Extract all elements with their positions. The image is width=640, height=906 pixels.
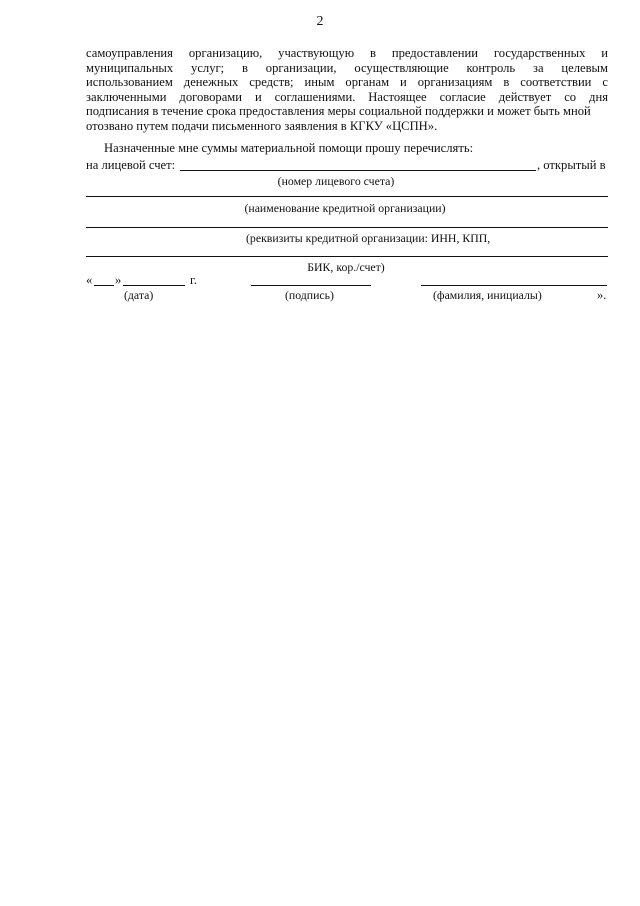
account-caption: (номер лицевого счета) [277, 174, 395, 188]
bank-name-caption: (наименование кредитной организации) [244, 201, 446, 215]
date-day-field[interactable] [94, 285, 114, 286]
consent-paragraph [86, 46, 608, 134]
consent-line: заключенными договорами и соглашениями. Настоящее согласие действует со дня [86, 89, 608, 104]
consent-line: муниципальных услуг; в организации, осуществляющие контроль за целевым [86, 60, 608, 75]
page-number: 2 [316, 14, 324, 29]
bank-details-field[interactable] [86, 227, 608, 228]
bank-name-field[interactable] [86, 196, 608, 197]
date-open-quote: « [86, 273, 93, 287]
date-close-quote: » [115, 273, 122, 287]
consent-line: использованием денежных средств; иным органам и организациям в соответствии с [86, 75, 608, 90]
signature-field[interactable] [251, 285, 371, 286]
signature-caption: (подпись) [285, 288, 334, 302]
account-label: на лицевой счет: [86, 158, 176, 172]
date-month-field[interactable] [123, 285, 185, 286]
closing-mark: ». [597, 288, 607, 302]
transfer-request-text: Назначенные мне суммы материальной помощи прошу перечислять: [104, 141, 474, 155]
year-suffix: г. [190, 273, 197, 287]
name-field[interactable] [421, 285, 607, 286]
consent-line: самоуправления организацию, участвующую в предоставлении государственных и [86, 46, 608, 60]
bank-details-field-2[interactable] [86, 256, 608, 257]
consent-line: отозвано путем подачи письменного заявления в КГКУ «ЦСПН». [86, 118, 438, 133]
name-caption: (фамилия, инициалы) [433, 288, 542, 302]
bank-details-caption: (реквизиты кредитной организации: ИНН, КПП, [246, 231, 491, 245]
account-number-field[interactable] [180, 170, 536, 171]
date-caption: (дата) [124, 288, 154, 302]
bank-details-caption-2: БИК, кор./счет) [307, 260, 385, 274]
consent-line: подписания в течение срока предоставления меры социальной поддержки и может быть мной [86, 104, 591, 119]
account-suffix: , открытый в [537, 158, 606, 172]
